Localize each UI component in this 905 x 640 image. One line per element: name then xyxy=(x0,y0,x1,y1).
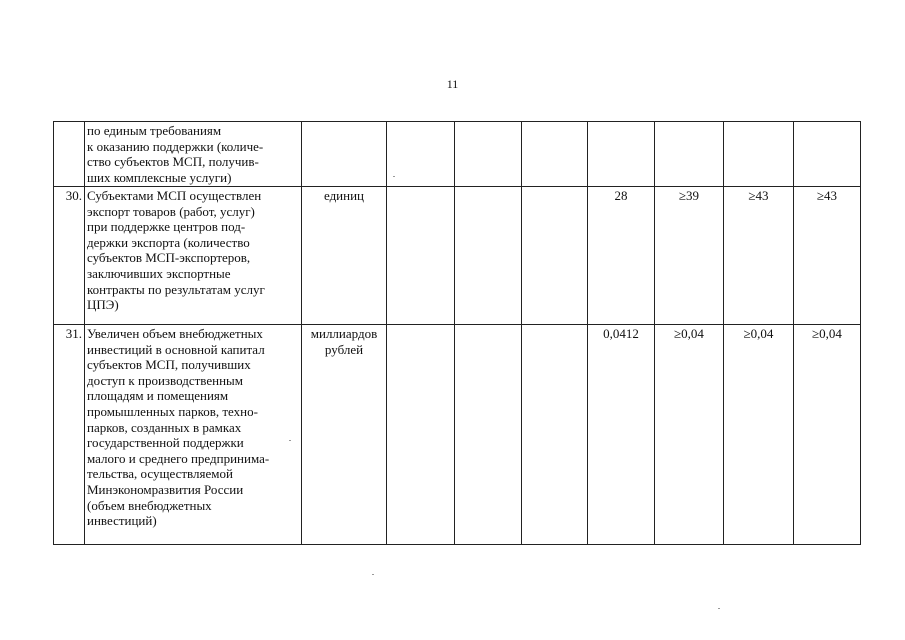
description-line: при поддержке центров под- xyxy=(87,219,246,235)
value-cell xyxy=(387,122,455,187)
value-cell xyxy=(724,122,794,187)
value-cell xyxy=(455,325,522,545)
value-cell: ≥0,04 xyxy=(724,325,794,545)
value-cell: ≥39 xyxy=(655,187,724,325)
value-cell xyxy=(588,122,655,187)
value-cell: ≥0,04 xyxy=(655,325,724,545)
description-line: заключивших экспортные xyxy=(87,265,231,281)
description-line: промышленных парков, техно- xyxy=(87,403,258,419)
description-line: субъектов МСП-экспортеров, xyxy=(87,250,251,266)
value-cell: 28 xyxy=(588,187,655,325)
unit-line: единиц xyxy=(323,188,365,203)
value-cell xyxy=(655,122,724,187)
description-line: контракты по результатам услуг xyxy=(87,281,265,297)
unit-line: рублей xyxy=(324,341,364,357)
value-cell xyxy=(522,187,588,325)
unit-cell xyxy=(302,325,387,545)
scan-speck xyxy=(718,608,720,609)
row-number-cell: 30. xyxy=(54,187,85,325)
description-line: доступ к производственным xyxy=(87,372,243,388)
description-line: (объем внебюджетных xyxy=(87,497,212,513)
table-row xyxy=(54,325,861,545)
value-cell xyxy=(794,122,861,187)
description-line: Минэкономразвития России xyxy=(87,481,244,497)
description-line: ЦПЭ) xyxy=(87,297,119,313)
value-cell xyxy=(522,325,588,545)
row-number-cell: 31. xyxy=(54,325,85,545)
description-line: инвестиций) xyxy=(87,513,157,529)
table-row xyxy=(54,187,861,325)
indicator-description-cell xyxy=(85,122,302,187)
page-number: 11 xyxy=(446,77,459,91)
description-line: тельства, осуществляемой xyxy=(87,466,233,482)
value-cell xyxy=(455,187,522,325)
description-line: держки экспорта (количество xyxy=(87,234,250,250)
value-cell xyxy=(387,187,455,325)
value-cell xyxy=(455,122,522,187)
scan-speck xyxy=(393,176,395,177)
value-cell xyxy=(522,122,588,187)
value-cell: 0,0412 xyxy=(588,325,655,545)
unit-cell xyxy=(302,187,387,325)
description-line: субъектов МСП, получивших xyxy=(87,357,251,373)
description-line: малого и среднего предпринима- xyxy=(87,450,270,466)
description-line: по единым требованиям xyxy=(87,123,222,138)
value-cell: ≥43 xyxy=(794,187,861,325)
value-cell xyxy=(387,325,455,545)
description-line: парков, созданных в рамках xyxy=(87,419,242,435)
unit-cell xyxy=(302,122,387,187)
value-cell: ≥0,04 xyxy=(794,325,861,545)
scan-speck xyxy=(372,574,374,575)
value-cell: ≥43 xyxy=(724,187,794,325)
unit-line: миллиардов xyxy=(310,326,378,341)
row-number-cell xyxy=(54,122,85,187)
description-line: ших комплексные услуги) xyxy=(87,169,232,185)
indicator-description-cell xyxy=(85,187,302,325)
description-line: государственной поддержки xyxy=(87,435,244,451)
indicators-table xyxy=(53,121,861,545)
description-line: к оказанию поддержки (количе- xyxy=(87,138,264,154)
description-line: площадям и помещениям xyxy=(87,388,229,404)
description-line: Увеличен объем внебюджетных xyxy=(87,326,263,341)
table-row xyxy=(54,122,861,187)
description-line: инвестиций в основной капитал xyxy=(87,341,265,357)
description-line: Субъектами МСП осуществлен xyxy=(87,188,262,203)
indicator-description-cell xyxy=(85,325,302,545)
description-line: экспорт товаров (работ, услуг) xyxy=(87,203,255,219)
description-line: ство субъектов МСП, получив- xyxy=(87,154,259,170)
scan-speck xyxy=(289,440,291,441)
